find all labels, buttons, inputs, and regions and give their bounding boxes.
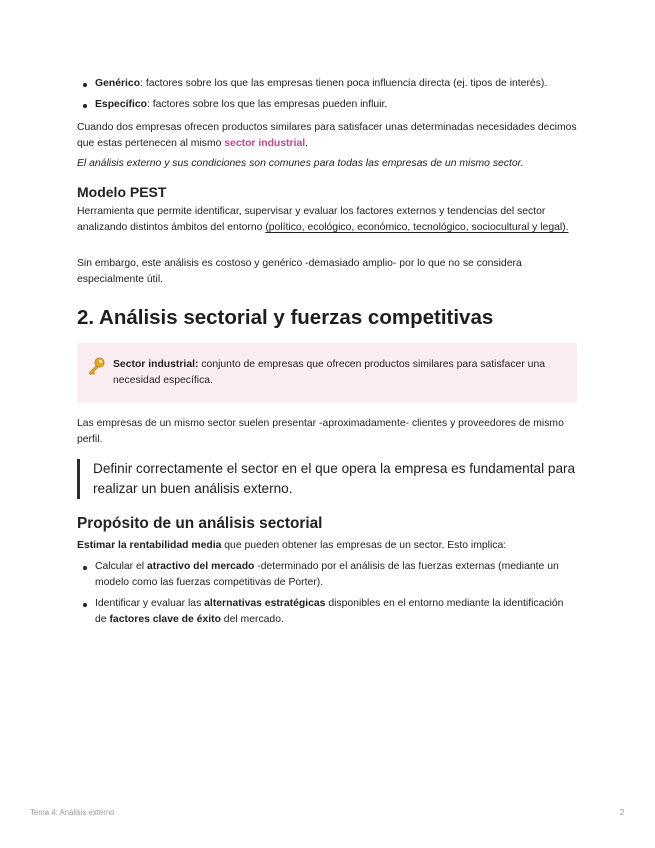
same-sector-paragraph: Las empresas de un mismo sector suelen presentar -aproximadamente- clientes y proveedores de mismo perfil. bbox=[77, 418, 564, 445]
pest-heading: Modelo PEST bbox=[77, 184, 167, 200]
key-icon bbox=[86, 356, 106, 376]
italic-note: El análisis externo y sus condiciones son comunes para todas las empresas de un mismo sector. bbox=[77, 158, 524, 169]
purpose-list bbox=[77, 559, 577, 628]
sector-industrial-link[interactable]: sector industrial bbox=[224, 138, 306, 149]
pest-domains: (político, ecológico, económico, tecnológico, sociocultural y legal). bbox=[265, 222, 569, 233]
factor-type-list bbox=[77, 76, 595, 113]
footer-title: Tema 4: Análisis externo bbox=[30, 808, 115, 817]
callout-text: Sector industrial: conjunto de empresas que ofrecen productos similares para satisfacer una necesidad específica. bbox=[113, 359, 545, 386]
pest-critique: Sin embargo, este análisis es costoso y genérico -demasiado amplio- por lo que no se considera especialmente útil. bbox=[77, 258, 522, 285]
section-title: 2. Análisis sectorial y fuerzas competitivas bbox=[77, 306, 494, 329]
purpose-heading: Propósito de un análisis sectorial bbox=[77, 515, 323, 532]
blockquote: Definir correctamente el sector en el que opera la empresa es fundamental para realizar un buen análisis externo. bbox=[77, 459, 577, 499]
list-item: Calcular el atractivo del mercado -determinado por el análisis de las fuerzas externas (mediante un modelo como las fuerzas competitivas de Porter). bbox=[95, 559, 577, 591]
list-item: Identificar y evaluar las alternativas estratégicas disponibles en el entorno mediante la identificación de factores clave de éxito del mercado. bbox=[95, 596, 577, 628]
list-item: Genérico: factores sobre los que las empresas tienen poca influencia directa (ej. tipos de interés). bbox=[95, 76, 595, 92]
sector-paragraph: Cuando dos empresas ofrecen productos similares para satisfacer unas determinadas necesidades decimos que estas pertenecen al mismo sector industrial. bbox=[77, 122, 577, 149]
list-item: Específico: factores sobre los que las empresas pueden influir. bbox=[95, 97, 595, 113]
page-number: 2 bbox=[620, 808, 625, 817]
definition-callout bbox=[77, 343, 577, 403]
pest-description: Herramienta que permite identificar, supervisar y evaluar los factores externos y tendencias del sector analizando distintos ámbitos del entorno (político, ecológico, económico, tecnológico, sociocultural y legal). bbox=[77, 206, 569, 233]
purpose-intro: Estimar la rentabilidad media que pueden obtener las empresas de un sector. Esto implica: bbox=[77, 540, 507, 551]
